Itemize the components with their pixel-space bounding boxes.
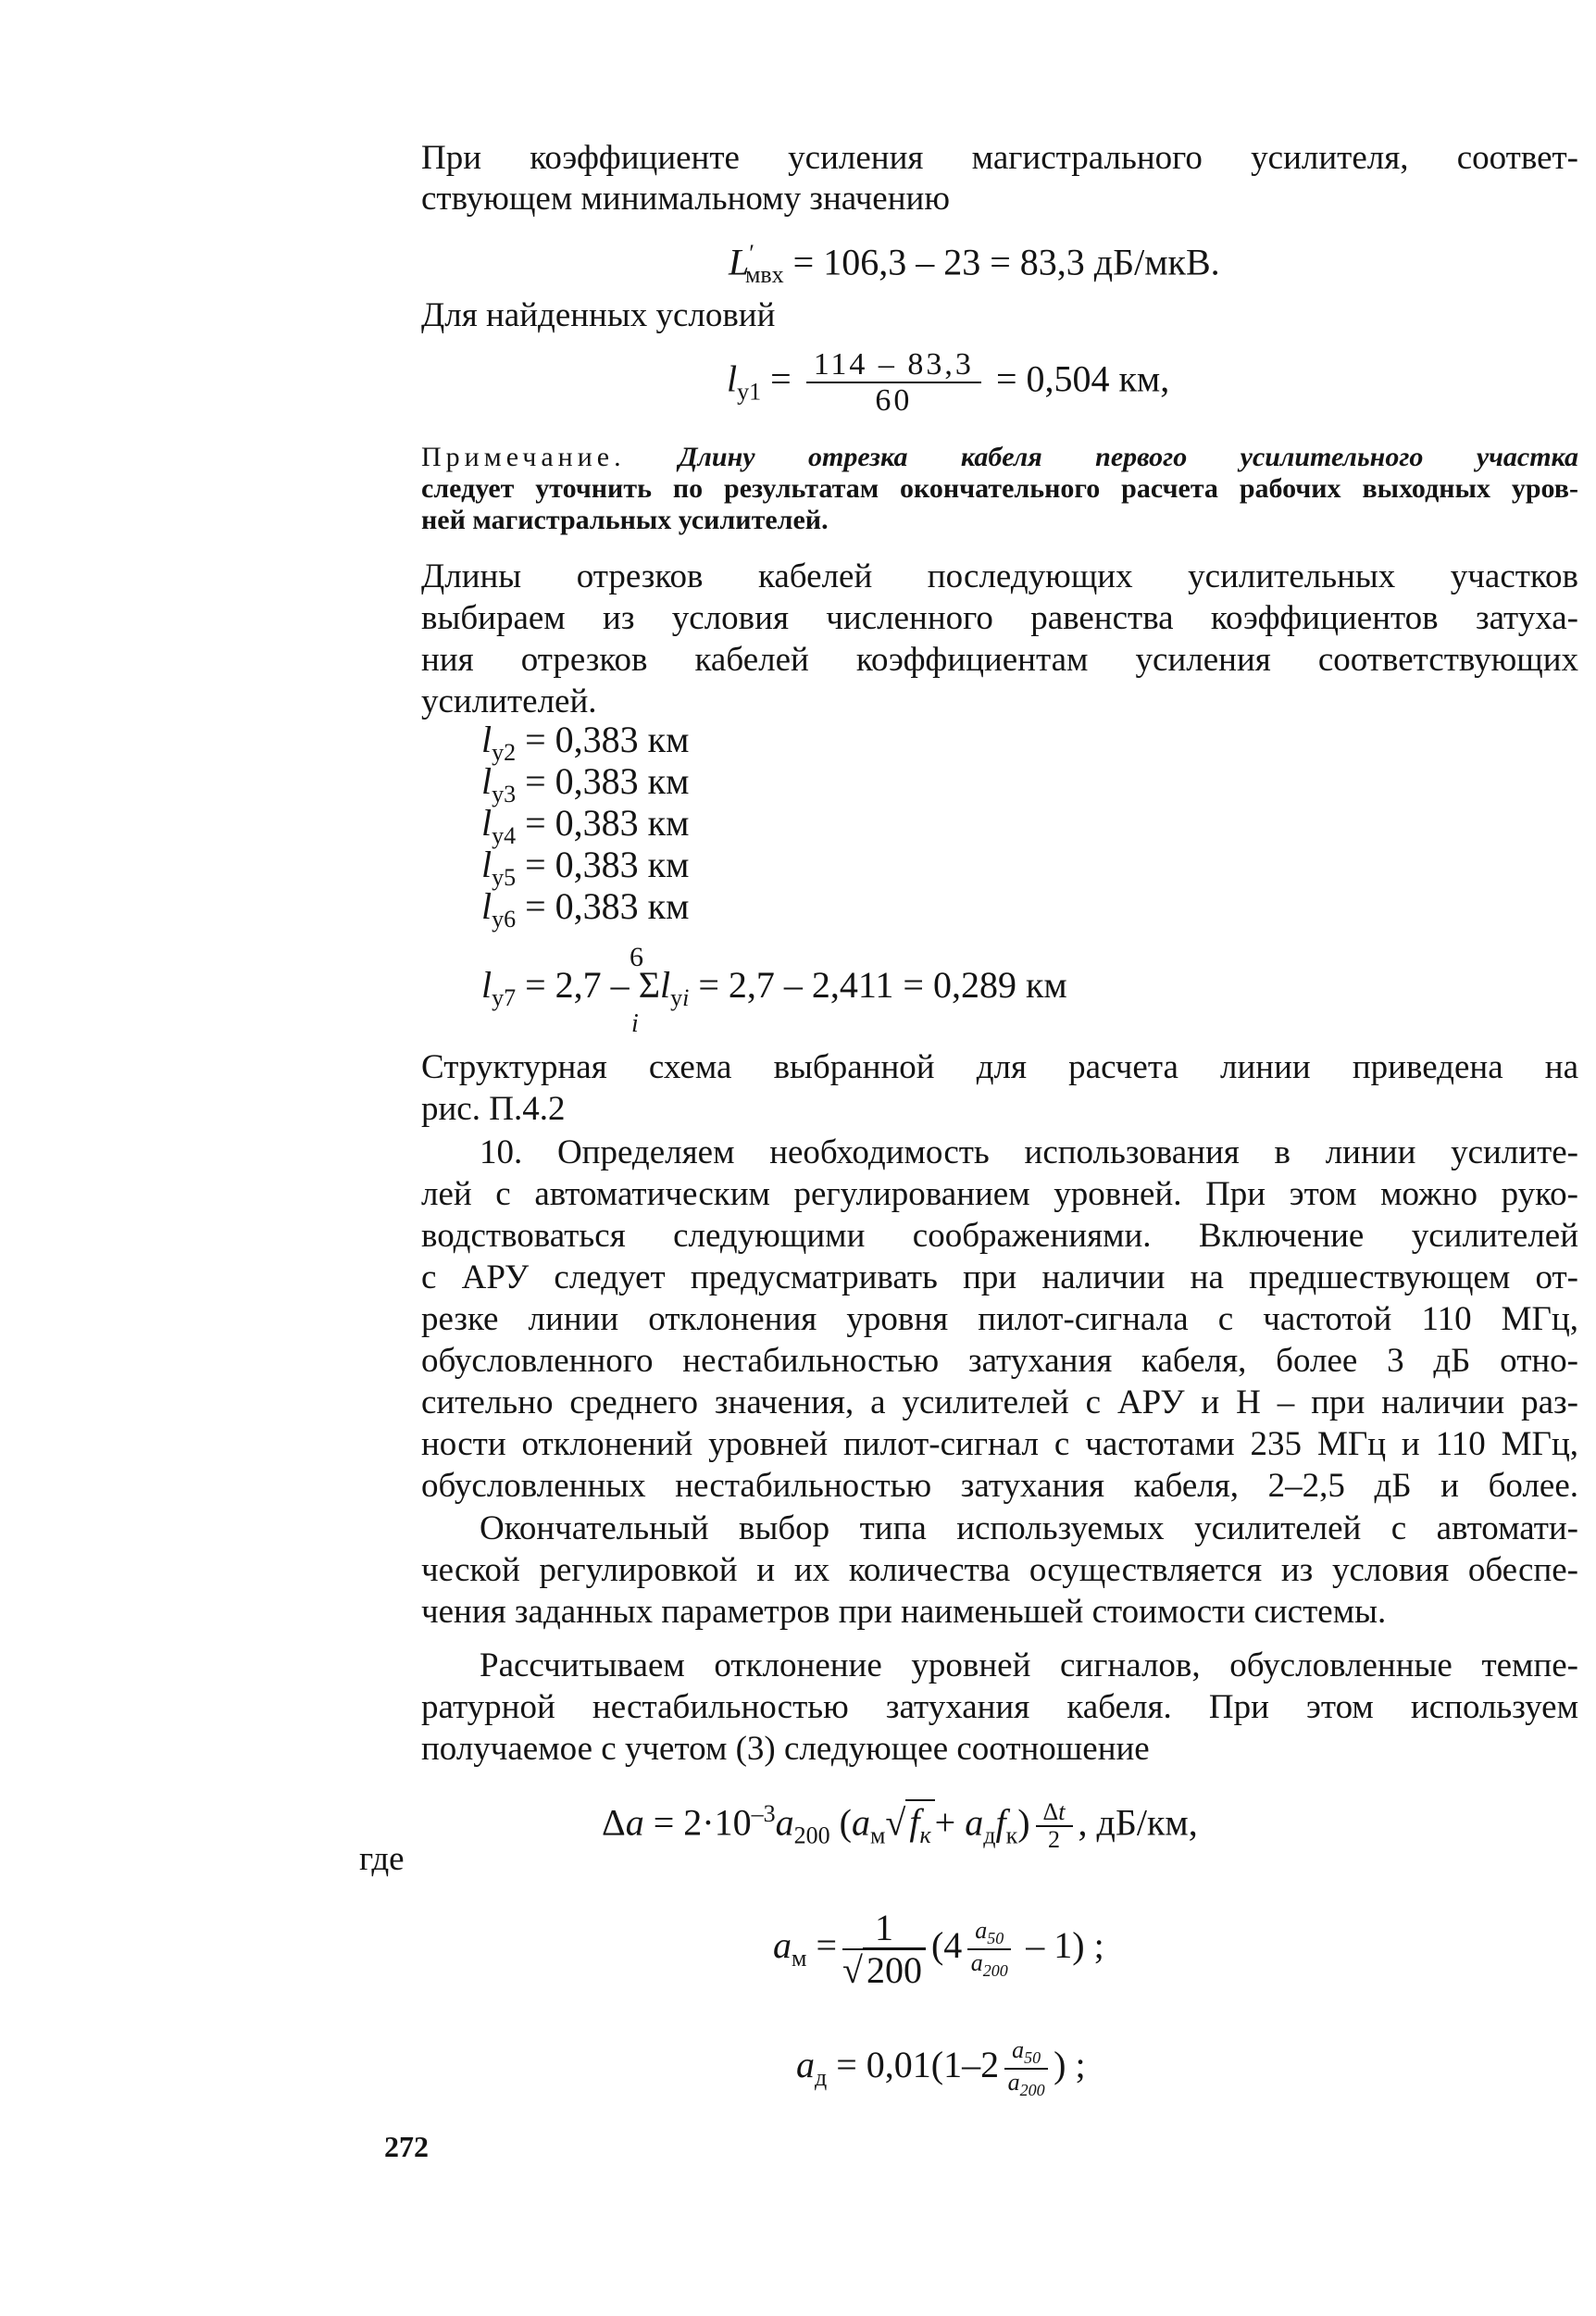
equation-value: = 0,383 км <box>525 885 690 927</box>
paragraph-line: обусловленных нестабильностью затухания кабеля, 2–2,5 дБ и более. <box>421 1467 1578 1505</box>
equation-result: = 0,504 км, <box>995 357 1170 400</box>
fraction: $\frac{a_{50}}{a_{200}}$ <box>967 1918 1011 1981</box>
equation-value: = 0,383 км <box>525 760 690 802</box>
equation-part: = 2,7 – <box>525 964 630 1006</box>
paragraph-line: 10. Определяем необходимость использования в линии усилите- <box>480 1133 1578 1171</box>
paragraph-line: ратурной нестабильностью затухания кабеля. При этом используем <box>421 1688 1578 1726</box>
paragraph-line: сительно среднего значения, а усилителей с АРУ и Н – при наличии раз- <box>421 1383 1578 1421</box>
note-line <box>421 443 1578 472</box>
paragraph-line: ствующем минимальному значению <box>421 180 950 218</box>
paragraph-line: Структурная схема выбранной для расчета линии приведена на <box>421 1048 1578 1086</box>
equation-value: = 0,383 км <box>525 844 690 885</box>
note-text: Длину отрезка кабеля первого усилительного участка <box>679 442 1578 472</box>
equation-ad: $a_д = 0,01(1-2$ $\frac{a_{50}}{a_{200}}$ ) ; <box>796 2036 1086 2100</box>
equation-value: = 0,383 км <box>525 719 690 760</box>
equation-ly2: $l_{у2} = 0,383$ км <box>481 719 690 766</box>
fraction: $\frac{1}{√ 200}$ <box>842 1908 926 1991</box>
fraction-denominator: 60 <box>875 383 913 419</box>
paragraph-line: чения заданных параметров при наименьшей стоимости системы. <box>421 1593 1387 1631</box>
equation-am: $a_м$ = $\frac{1}{√ 200}$ (4 $\frac{a_{50}}{a_{200}}$ – 1) ; <box>773 1907 1104 1991</box>
paragraph-line: водствоваться следующими соображениями. Включение усилителей <box>421 1217 1578 1255</box>
equation-ly5: $l_{у5} = 0,383$ км <box>481 844 690 891</box>
paragraph-line: получаемое с учетом (3) следующее соотношение <box>421 1730 1150 1768</box>
note-line: ней магистральных усилителей. <box>421 505 829 535</box>
paragraph-line: Для найденных условий <box>421 296 776 334</box>
equation-delta-a: $\Delta a = 2\cdot 10^{-3}a_{200}$ ($a_м√$ $f_к + a_дf_к$) $\frac{\Delta t}{2}$ , дБ/км, <box>602 1797 1198 1854</box>
paragraph-line: ческой регулировкой и их количества осуществляется из условия обеспе- <box>421 1551 1578 1589</box>
paragraph-line: рис. П.4.2 <box>421 1090 566 1128</box>
paragraph-line: с АРУ следует предусматривать при наличии на предшествующем от- <box>421 1258 1578 1296</box>
equation-ly3: $l_{у3} = 0,383$ км <box>481 760 690 807</box>
equation-ly4: $l_{у4} = 0,383$ км <box>481 802 690 849</box>
where-label: где <box>359 1840 405 1878</box>
equation-value: = 0,383 км <box>525 802 690 844</box>
fraction: $\frac{\Delta t}{2}$ <box>1036 1799 1073 1854</box>
sum-upper-limit: 6 <box>630 942 643 972</box>
equation-text: = 106,3 – 23 = 83,3 дБ/мкВ. <box>792 241 1220 283</box>
note-label: Примечание. <box>421 442 626 472</box>
paragraph-line: ности отклонений уровней пилот-сигнал с частотами 235 МГц и 110 МГц, <box>421 1425 1578 1463</box>
equation-ly1: $l_{у1}$ = $\frac{114 - 83,3}{60}$ = 0,504 км, <box>727 347 1170 419</box>
paragraph-line: обусловленного нестабильностью затухания кабеля, более 3 дБ отно- <box>421 1342 1578 1380</box>
equation-units: , дБ/км, <box>1078 1801 1198 1844</box>
paragraph-line: Рассчитываем отклонение уровней сигналов, обусловленные темпе- <box>480 1646 1578 1684</box>
paragraph-line: лей с автоматическим регулированием уровней. При этом можно руко- <box>421 1175 1578 1213</box>
page-number: 272 <box>384 2130 429 2163</box>
fraction-numerator: 114 – 83,3 <box>806 347 981 383</box>
paragraph-line: усилителей. <box>421 682 597 720</box>
paragraph-line: ния отрезков кабелей коэффициентам усиления соответствующих <box>421 641 1578 679</box>
equation-lmvx: $L'_{мвх} = 106,3 - 23 = 83,3$ дБ/мкВ. <box>729 240 1220 289</box>
equation-part: = 2,7 – 2,411 = 0,289 км <box>698 964 1067 1006</box>
sum-lower-index: i <box>631 1009 639 1038</box>
paragraph-line: резке линии отклонения уровня пилот-сигнала с частотой 110 МГц, <box>421 1300 1578 1338</box>
paragraph-line: При коэффициенте усиления магистрального усилителя, соответ- <box>421 139 1578 177</box>
paragraph-line: Длины отрезков кабелей последующих усилительных участков <box>421 557 1578 595</box>
fraction: $\frac{a_{50}}{a_{200}}$ <box>1004 2037 1048 2100</box>
fraction <box>806 347 981 419</box>
note-line: следует уточнить по результатам окончательного расчета рабочих выходных уров- <box>421 473 1578 504</box>
equation-ly6: $l_{у6} = 0,383$ км <box>481 885 690 933</box>
equation-ly7: $l_{у7} = 2,7 - \Sigma l_{уi} = 2,7 - 2,411 = 0,289$ км <box>481 964 1067 1011</box>
paragraph-line: выбираем из условия численного равенства коэффициентов затуха- <box>421 599 1578 637</box>
paragraph-line: Окончательный выбор типа используемых усилителей с автомати- <box>480 1509 1578 1547</box>
